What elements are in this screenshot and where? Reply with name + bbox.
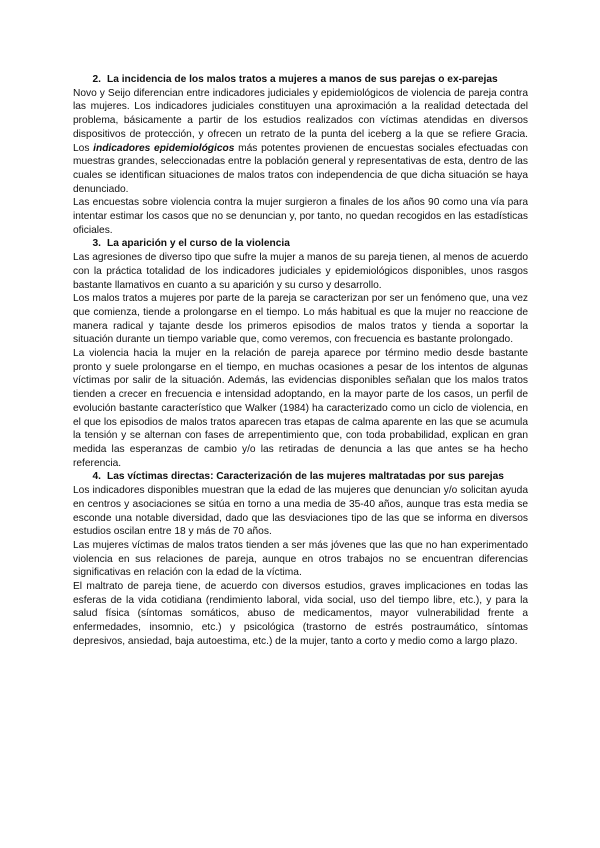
section-number: 2. [92, 74, 101, 85]
paragraph [73, 87, 528, 197]
paragraph: Las agresiones de diverso tipo que sufre la mujer a manos de su pareja tienen, al menos de acuerdo con la práctica totalidad de los indicadores judiciales y epidemiológicos disponibles, unos rasgos bastante llamativos en cuanto a su aparición y su curso y desarrollo. [73, 252, 528, 291]
paragraph: Los malos tratos a mujeres por parte de la pareja se caracterizan por ser un fenómeno que, una vez que comienza, tiende a prolongarse en el tiempo. Lo más habitual es que la mujer no reaccione de manera radical y tajante desde los primeros episodios de malos tratos y tienda a soportar la situación durante un tiempo variable que, como veremos, con frecuencia es bastante prolongado. [73, 293, 528, 346]
section-title: Las víctimas directas: Caracterización de las mujeres maltratadas por sus parejas [107, 471, 504, 483]
paragraph: La violencia hacia la mujer en la relación de pareja aparece por término medio desde bastante pronto y suele prolongarse en el tiempo, en muchas ocasiones a pesar de los intentos de algunas víctimas por salir de la situación. Además, las evidencias disponibles señalan que los malos tratos tienden a crecer en frecuencia e intensidad adoptando, en la mayor parte de los casos, un perfil de evolución bastante característico que Walker (1984) ha caracterizado como un ciclo de violencia, en el que los episodios de malos tratos aparecen tras etapas de calma aparente en las que se acumula la tensión y se alternan con fases de arrepentimiento que, con toda probabilidad, explican en gran medida las esperanzas de cambio y/o las retiradas de denuncia a las que antes se ha hecho referencia. [73, 348, 528, 469]
section-heading-2 [73, 73, 528, 87]
paragraph: Las mujeres víctimas de malos tratos tienden a ser más jóvenes que las que no han experimentado violencia en sus relaciones de pareja, aunque en otros trabajos no se encuentran diferencias significativas en relación con la edad de la víctima. [73, 539, 528, 579]
paragraph-text: más potentes provienen de encuestas sociales efectuadas con muestras grandes, seleccionadas entre la población general y representativas de esta, dentro de las cuales se identifican situaciones de malos tratos con independencia de que dicha situación se haya denunciado. [73, 142, 528, 195]
document-page [73, 73, 528, 649]
paragraph: El maltrato de pareja tiene, de acuerdo con diversos estudios, graves implicaciones en todas las esferas de la vida cotidiana (rendimiento laboral, vida social, uso del tiempo libre, etc.), y para la salud física (síntomas somáticos, abuso de medicamentos, mayor vulnerabilidad frente a enfermedades, insomnio, etc.) y psicológica (trastorno de estrés postraumático, síntomas depresivos, ansiedad, baja autoestima, etc.) de la mujer, tanto a corto y medio como a largo plazo. [73, 581, 528, 647]
paragraph-text: Novo y Seijo diferencian entre indicadores judiciales y epidemiológicos de violencia de pareja contra las mujeres. Los indicadores judiciales constituyen una aproximación a la realidad detectada del problema, básicamente a partir de los estudios realizados con víctimas atendidas en diversos dispositivos de protección, y ofrecen un retrato de la punta del iceberg a la que se refiere Gracia. Los [73, 87, 528, 154]
section-number: 4. [92, 471, 101, 483]
paragraph: Las encuestas sobre violencia contra la mujer surgieron a finales de los años 90 como una vía para intentar estimar los casos que no se denuncian y, por tanto, no quedan recogidos en las estadísticas oficiales. [73, 197, 528, 236]
section-title: La aparición y el curso de la violencia [107, 238, 290, 250]
section-number: 3. [92, 238, 101, 250]
section-heading-3 [73, 237, 528, 251]
section-heading-4 [73, 470, 528, 484]
section-title: La incidencia de los malos tratos a mujeres a manos de sus parejas o ex-parejas [107, 74, 498, 85]
paragraph: Los indicadores disponibles muestran que la edad de las mujeres que denuncian y/o solicitan ayuda en centros y asociaciones se sitúa en torno a una media de 35-40 años, aunque tras esta media se esconde una notable diversidad, dado que las desviaciones tipo de las que se informa en diversos estudios oscilan entre 18 y más de 70 años. [73, 485, 528, 538]
emphasized-term: indicadores epidemiológicos [93, 142, 235, 154]
